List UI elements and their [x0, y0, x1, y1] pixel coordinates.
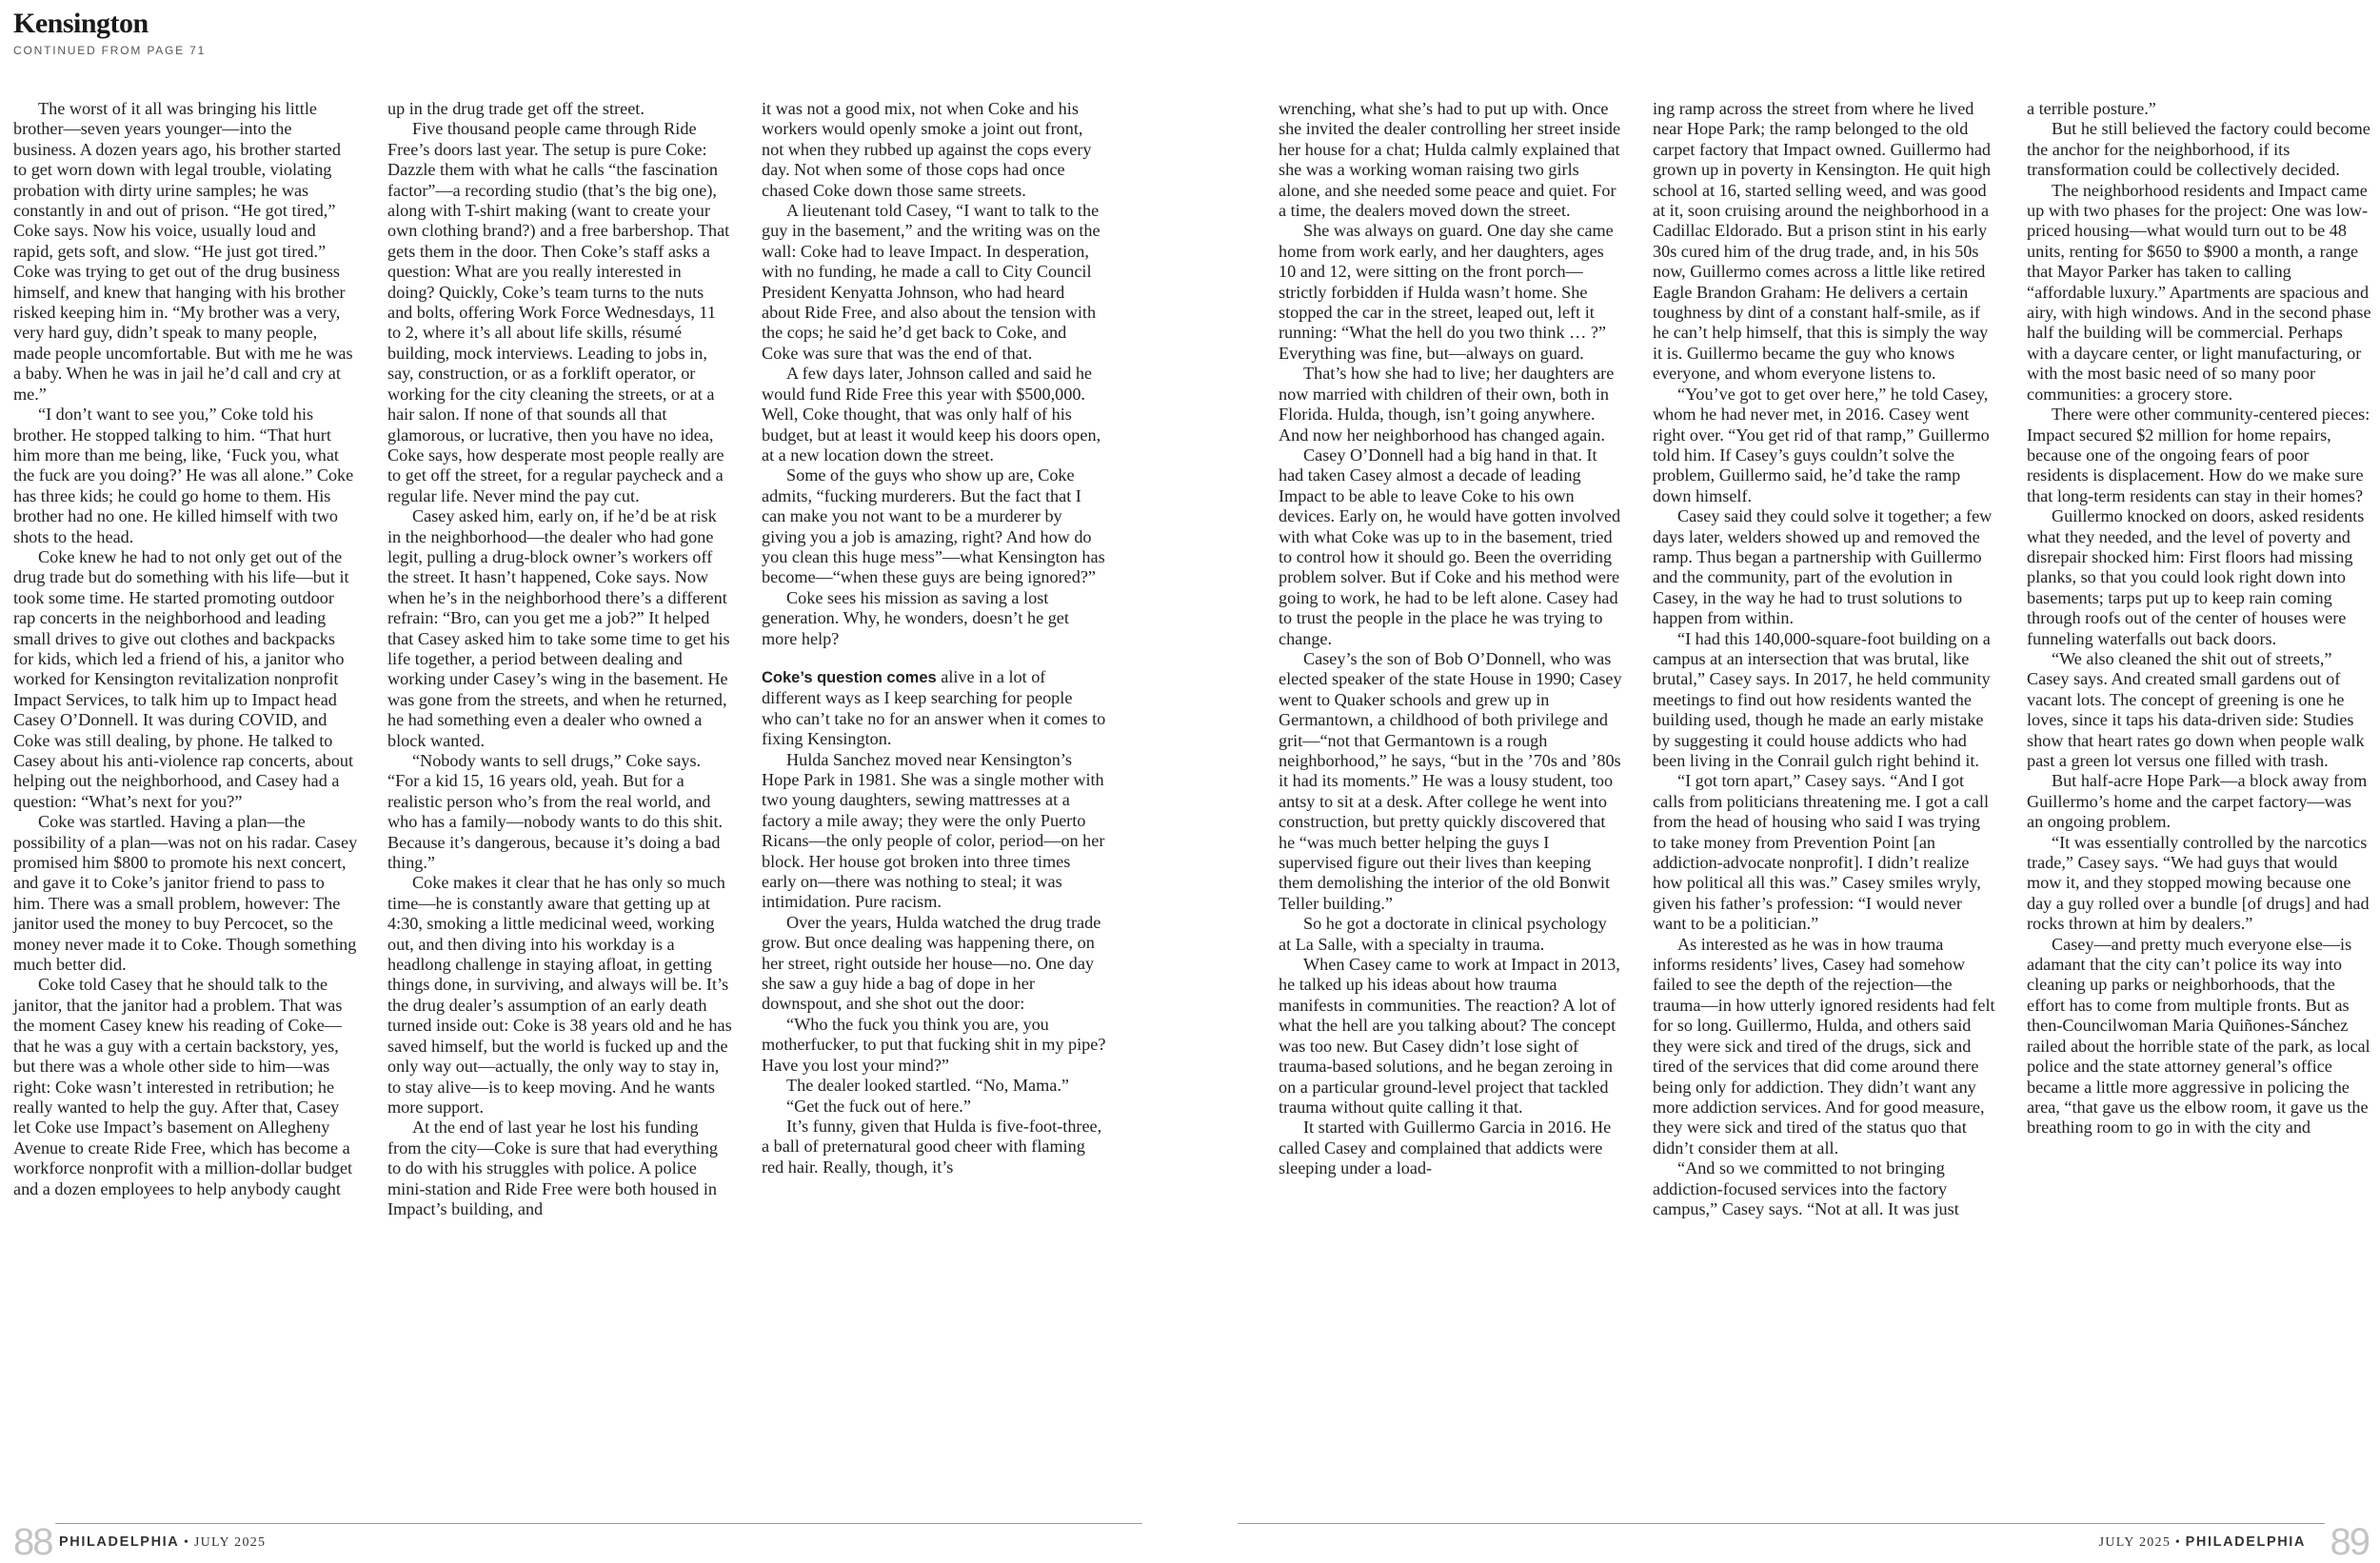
paragraph: “We also cleaned the shit out of streets,” Casey says. And created small gardens out of vacant lots. The concept of greening is one he loves, since it taps his data-driven side: Studies show that heart rates go down when people walk past a green lot versus one filled with trash. [2027, 648, 2365, 770]
paragraph: She was always on guard. One day she came home from work early, and her daughters, ages 10 and 12, were sitting on the front porch—strictly forbidden if Hulda wasn’t home. She stopped the car in the street, leaped out, left it running: “What the hell do you two think … ?” Everything was fine, but—always on guard. [1279, 221, 1614, 363]
page-number: 89 [2330, 1521, 2369, 1563]
paragraph: When Casey came to work at Impact in 2013, he talked up his ideas about how trauma manifests in communities. The reaction? A lot of what the hell are you talking about? The concept was too new. But Casey didn’t lose sight of trauma-based solutions, and he began zeroing in on a particular ground-level project that tackled trauma without quite calling it that. [1279, 955, 1620, 1117]
article-column-6 [2027, 99, 2371, 1138]
magazine-name: PHILADELPHIA [59, 1534, 180, 1550]
paragraph: It started with Guillermo Garcia in 2016. He called Casey and complained that addicts were sleeping under a load- [1279, 1118, 1612, 1178]
section-title: Kensington [13, 8, 149, 39]
paragraph: Casey O’Donnell had a big hand in that. It had taken Casey almost a decade of leading Impact to be able to leave Coke to his own devices. Early on, he would have gotten involved with what Coke was up to in the basement, tried to control how it should go. Been the overriding problem solver. But if Coke and his method were going to work, he had to be left alone. Casey had to trust the people in the place he was trying to change. [1279, 445, 1621, 648]
paragraph: As interested as he was in how trauma informs residents’ lives, Casey had somehow failed to see the depth of the rejection—the trauma—in how utterly ignored residents had felt for so long. Guillermo, Hulda, and others said they were sick and tired of the drugs, sick and tired of the services that did come around there being only for addiction. They didn’t want any more addiction services. And for good measure, they were sick and tired of the status quo that didn’t consider them at all. [1653, 934, 1995, 1157]
paragraph: Coke told Casey that he should talk to the janitor, that the janitor had a problem. That was the moment Casey knew his reading of Coke—that he was a guy with a certain backstory, yes, but there was a whole other side to him—was right: Coke wasn’t interested in retribution; he really wanted to help the guy. After that, Casey let Coke use Impact’s basement on Allegheny Avenue to create Ride Free, which has become a workforce nonprofit with a million-dollar budget and a dozen employees to help anybody caught [13, 975, 353, 1198]
paragraph: “It was essentially controlled by the narcotics trade,” Casey says. “We had guys that would mow it, and they stopped mowing because one day a guy rolled over a bundle [of drugs] and had rocks thrown at him by dealers.” [2027, 832, 2370, 934]
paragraph: Over the years, Hulda watched the drug trade grow. But once dealing was happening there, on her street, right outside her house—no. One day she saw a guy hide a bag of dope in her downspout, and she shot out the door: [762, 912, 1101, 1014]
paragraph: So he got a doctorate in clinical psychology at La Salle, with a specialty in trauma. [1279, 914, 1607, 954]
article-column-5 [1653, 99, 1997, 1219]
paragraph: The worst of it all was bringing his little brother—seven years younger—into the business. A dozen years ago, his brother started to get worn down with legal trouble, violating probation with dirty urine samples; he was constantly in and out of prison. “He got tired,” Coke says. Now his voice, usually loud and rapid, gets soft, and slow. “He just got tired.” Coke was trying to get out of the drug business himself, and knew that hanging with his brother risked keeping him in. “My brother was a very, very hard guy, didn’t speak to many people, made people uncomfortable. But with me he was a baby. When he was in jail he’d call and cry at me.” [13, 99, 353, 404]
right-page [1190, 0, 2380, 1563]
footer-rule [55, 1523, 1142, 1524]
paragraph: Some of the guys who show up are, Coke admits, “fucking murderers. But the fact that I can make you not want to be a murderer by giving you a job is amazing, right? And how do you clean this huge mess”—what Kensington has become—“when these guys are being ignored?” [762, 465, 1105, 587]
lead-in: Coke’s question comes [762, 668, 937, 686]
magazine-name: PHILADELPHIA [2185, 1534, 2306, 1550]
paragraph: A lieutenant told Casey, “I want to talk to the guy in the basement,” and the writing was on the wall: Coke had to leave Impact. In desperation, with no funding, he made a call to City Council President Kenyatta Johnson, who had heard about Ride Free, and also about the tension with the cops; he said he’d get back to Coke, and Coke was sure that was the end of that. [762, 201, 1101, 363]
paragraph: a terrible posture.” [2027, 99, 2156, 118]
article-column-3 [762, 99, 1106, 1177]
section-break-paragraph [762, 667, 1106, 750]
footer-credit [59, 1534, 266, 1551]
paragraph: Casey said they could solve it together; a few days later, welders showed up and removed the ramp. Thus began a partnership with Guillermo and the community, part of the evolution in Casey, in the way he had to trust solutions to happen from within. [1653, 506, 1993, 628]
paragraph: At the end of last year he lost his funding from the city—Coke is sure that had everything to do with his struggles with police. A police mini-station and Ride Free were both housed in Impact’s building, and [387, 1118, 718, 1218]
footer-separator: • [2174, 1535, 2181, 1550]
paragraph: Casey—and pretty much everyone else—is adamant that the city can’t police its way into cleaning up parks or neighborhoods, that the effort has to come from multiple fronts. But as then-Councilwoman Maria Quiñones-Sánchez railed about the horrible state of the park, as local police and the state attorney general’s office became a little more aggressive in policing the area, “that gave us the elbow room, it gave us the breathing room to go in with the city and [2027, 934, 2370, 1138]
article-column-4 [1279, 99, 1623, 1179]
paragraph: “Who the fuck you think you are, you motherfucker, to put that fucking shit in my pipe? Have you lost your mind?” [762, 1014, 1106, 1075]
footer-rule [1238, 1523, 2325, 1524]
paragraph: Coke was startled. Having a plan—the possibility of a plan—was not on his radar. Casey promised him $800 to promote his next concert, and gave it to Coke’s janitor friend to pass to him. There was a small problem, however: The janitor used the money to buy Percocet, so the money never made it to Coke. Though something much better did. [13, 812, 358, 975]
paragraph: “You’ve got to get over here,” he told Casey, whom he had never met, in 2016. Casey went right over. “You get rid of that ramp,” Guillermo told him. If Casey’s guys couldn’t solve the problem, Guillermo said, he’d take the ramp down himself. [1653, 384, 1990, 505]
continued-note: CONTINUED FROM PAGE 71 [13, 44, 207, 57]
paragraph: “I had this 140,000-square-foot building on a campus at an intersection that was brutal, like brutal,” Casey says. In 2017, he held community meetings to find out how residents wanted the building used, though he made an early mistake by suggesting it could house addicts who had been living in the Conrail gulch right behind it. [1653, 628, 1991, 770]
paragraph: Guillermo knocked on doors, asked residents what they needed, and the level of poverty and disrepair shocked him: First floors had missing planks, so that you could look right down into basements; tarps put up to keep rain coming through roofs out of the center of houses were funneling waterfalls out back doors. [2027, 506, 2365, 648]
paragraph: wrenching, what she’s had to put up with. Once she invited the dealer controlling her street inside her house for a chat; Hulda calmly explained that she was a working woman raising two girls alone, and she needed some peace and quiet. For a time, the dealers moved down the street. [1279, 99, 1621, 221]
paragraph: ing ramp across the street from where he lived near Hope Park; the ramp belonged to the old carpet factory that Impact owned. Guillermo had grown up in poverty in Kensington. He quit high school at 16, started selling weed, and was good at it, soon cruising around the neighborhood in a Cadillac Eldorado. But a prison stint in his early 30s cured him of the drug trade, and, in his 50s now, Guillermo comes across a little like retired Eagle Brandon Graham: He delivers a certain toughness by dint of a constant half-smile, as if he can’t help himself, that this is simply the way it is. Guillermo became the guy who knows everyone, and whom everyone listens to. [1653, 99, 1992, 384]
paragraph: The neighborhood residents and Impact came up with two phases for the project: One was low-priced housing—what would turn out to be 48 units, renting for $650 to $900 a month, a range that Mayor Parker has taken to calling “affordable luxury.” Apartments are spacious and airy, with high windows. And in the second phase half the building will be commercial. Perhaps with a daycare center, or light manufacturing, or with the most basic need of so many poor communities: a grocery store. [2027, 180, 2371, 404]
paragraph: “I got torn apart,” Casey says. “And I got calls from politicians threatening me. I got a call from the head of housing who said I was trying to take money from Prevention Point [an addiction-advocate nonprofit]. I didn’t realize how political all this was.” Casey smiles wryly, given his father’s profession: “I would never want to be a politician.” [1653, 771, 1990, 934]
paragraph: “Get the fuck out of here.” [786, 1096, 971, 1116]
paragraph: Casey asked him, early on, if he’d be at risk in the neighborhood—the dealer who had gone legit, pulling a drug-block owner’s workers off the street. It hasn’t happened, Coke says. Now when he’s in the neighborhood there’s a different refrain: “Bro, can you get me a job?” It helped that Casey asked him to take some time to get his life together, a period between dealing and working under Casey’s wing in the basement. He was gone from the streets, and when he returned, he had something even a dealer who owned a block wanted. [387, 506, 730, 750]
paragraph: There were other community-centered pieces: Impact secured $2 million for home repairs, because one of the ongoing fears of poor residents is displacement. How do we make sure that long-term residents can stay in their homes? [2027, 405, 2370, 505]
paragraph: Casey’s the son of Bob O’Donnell, who was elected speaker of the state House in 1990; Casey went to Quaker schools and grew up in Germantown, a childhood of both privilege and grit—“not that Germantown is a rough neighborhood,” he says, “but in the ’70s and ’80s it had its moments.” He was a lousy student, too antsy to sit at a desk. After college he went into construction, but pretty quickly discovered that he “was much better helping the guys I supervised figure out their lives than keeping them demolishing the interior of the old Bonwit Teller building.” [1279, 648, 1622, 913]
issue-date: JULY 2025 [193, 1535, 267, 1550]
paragraph: It’s funny, given that Hulda is five-foot-three, a ball of preternatural good cheer with flaming red hair. Really, though, it’s [762, 1116, 1102, 1177]
page-number: 88 [13, 1521, 52, 1563]
issue-date: JULY 2025 [2098, 1535, 2172, 1550]
article-column-1 [13, 99, 358, 1199]
paragraph: The dealer looked startled. “No, Mama.” [786, 1076, 1069, 1096]
paragraph: That’s how she had to live; her daughters are now married with children of their own, both in Florida. Hulda, though, isn’t going anywhere. And now her neighborhood has changed again. [1279, 364, 1615, 445]
paragraph: Coke knew he had to not only get out of the drug trade but do something with his life—but it took some time. He started promoting outdoor rap concerts in the neighborhood and leading small drives to give out clothes and backpacks for kids, which led a friend of his, a janitor who worked for Kensington revitalization nonprofit Impact Services, to talk him up to Impact head Casey O’Donnell. It was during COVID, and Coke was still dealing, by phone. He talked to Casey about his anti-violence rap concerts, about helping out the neighborhood, and Casey had a question: “What’s next for you?” [13, 546, 354, 811]
footer-separator: • [184, 1535, 190, 1550]
paragraph: Coke makes it clear that he has only so much time—he is constantly aware that getting up at 4:30, smoking a little medicinal weed, working out, and then diving into his workday is a headlong challenge in staying afloat, in getting things done, in surviving, and always will be. It’s the drug dealer’s assumption of an early death turned inside out: Coke is 38 years old and he has saved himself, but the world is fucked up and the only way out—actually, the only way to stay in, to stay alive—is to keep moving. And he wants more support. [387, 873, 732, 1117]
paragraph: A few days later, Johnson called and said he would fund Ride Free this year with $500,000. Well, Coke thought, that was only half of his budget, but at least it would keep his doors open, at a new location down the street. [762, 364, 1101, 465]
footer-credit [2099, 1534, 2306, 1551]
paragraph: “I don’t want to see you,” Coke told his brother. He stopped talking to him. “That hurt him more than me being, like, ‘Fuck you, what the fuck are you doing?’ He was all alone.” Coke has three kids; he could go home to them. His brother had no one. He killed himself with two shots to the head. [13, 405, 354, 546]
paragraph: it was not a good mix, not when Coke and his workers would openly smoke a joint out front, not when they rubbed up against the cops every day. Not when some of those cops had once chased Coke down those same streets. [762, 99, 1092, 200]
paragraph: Hulda Sanchez moved near Kensington’s Hope Park in 1981. She was a single mother with two young daughters, sewing mattresses at a factory a mile away; they were the only Puerto Ricans—the only people of color, period—on her block. Her house got broken into three times early on—there was nothing to steal; it was intimidation. Pure racism. [762, 749, 1105, 912]
lead-in-continuation: alive in a lot of different ways as I keep searching for people who can’t take no for an answer when it comes to fixing Kensington. [762, 666, 1106, 749]
paragraph: But he still believed the factory could become the anchor for the neighborhood, if its transformation could be collectively decided. [2027, 119, 2370, 180]
section-header [13, 6, 206, 57]
paragraph: “And so we committed to not bringing addiction-focused services into the factory campus,” Casey says. “Not at all. It was just [1653, 1158, 1959, 1218]
paragraph: Five thousand people came through Ride Free’s doors last year. The setup is pure Coke: Dazzle them with what he calls “the fascination factor”—a recording studio (that’s the big one), along with T-shirt making (want to create your own clothing brand?) and a free barbershop. That gets them in the door. Then Coke’s staff asks a question: What are you really interested in doing? Quickly, Coke’s team turns to the nuts and bolts, offering Work Force Wednesdays, 11 to 2, where it’s all about life skills, résumé building, mock interviews. Leading to jobs in, say, construction, or as a forklift operator, or working for the city cleaning the streets, or at a hair salon. If none of that sounds all that glamorous, or lucrative, then you have no idea, Coke says, how desperate most people really are to get off the street, for a regular paycheck and a regular life. Never mind the pay cut. [387, 119, 730, 505]
article-column-2 [387, 99, 732, 1219]
paragraph: “Nobody wants to sell drugs,” Coke says. “For a kid 15, 16 years old, yeah. But for a realistic person who’s from the real world, and who has a family—nobody wants to do this shit. Because it’s dangerous, because it’s doing a bad thing.” [387, 751, 724, 873]
paragraph: Coke sees his mission as saving a lost generation. Why, he wonders, doesn’t he get more help? [762, 587, 1069, 648]
paragraph: up in the drug trade get off the street. [387, 99, 645, 118]
paragraph: But half-acre Hope Park—a block away from Guillermo’s home and the carpet factory—was an ongoing problem. [2027, 771, 2368, 832]
